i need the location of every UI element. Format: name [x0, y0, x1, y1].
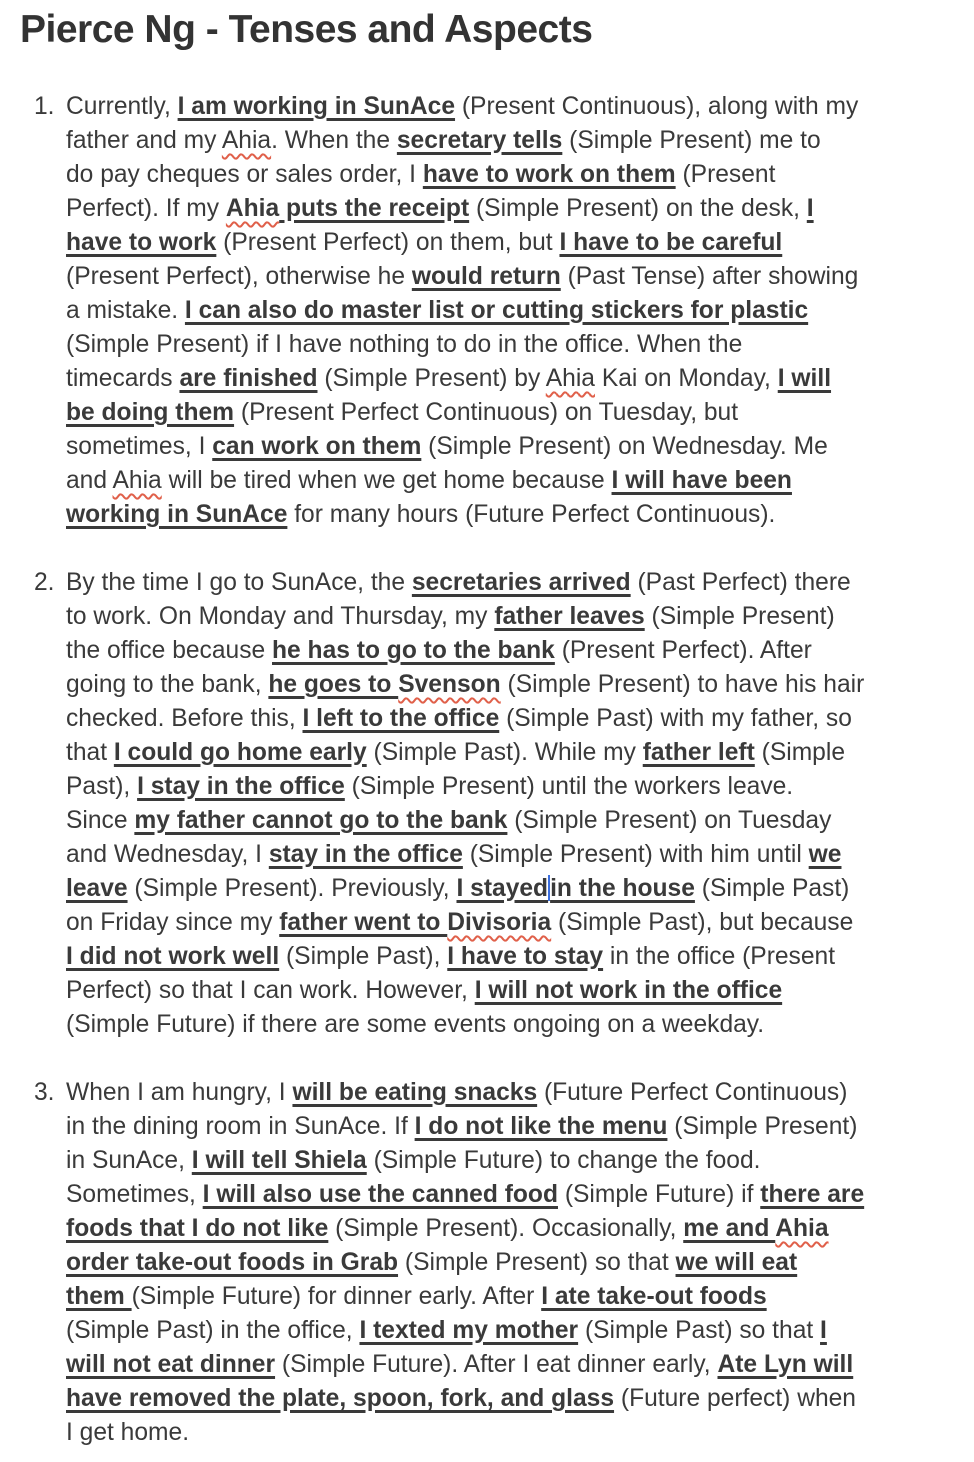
verb-phrase-highlight: are finished: [179, 365, 318, 392]
text-line[interactable]: [66, 1280, 767, 1314]
text-segment: (Simple Future) to change the food.: [366, 1147, 761, 1174]
text-segment: (Past Perfect) there: [630, 569, 851, 596]
text-line[interactable]: [66, 158, 775, 192]
verb-phrase-highlight: I texted my mother: [359, 1317, 579, 1344]
verb-phrase-highlight: there are: [760, 1181, 865, 1208]
verb-phrase-highlight: Svenson: [398, 671, 501, 698]
verb-phrase-highlight: Ate Lyn will: [717, 1351, 854, 1378]
text-segment: (Simple Present) on Tuesday: [507, 807, 832, 834]
text-segment: (Present Continuous), along with my: [455, 93, 859, 120]
verb-phrase-highlight: me and: [683, 1215, 776, 1242]
text-line[interactable]: [66, 770, 793, 804]
text-line[interactable]: [66, 362, 831, 396]
text-line[interactable]: [66, 1144, 760, 1178]
text-segment: (Simple Present) on the desk,: [469, 195, 807, 222]
misspelled-word: Ahia: [112, 467, 162, 494]
text-segment: that: [66, 739, 114, 766]
text-line[interactable]: [66, 226, 782, 260]
text-segment: Currently,: [66, 93, 178, 120]
text-segment: (Simple Present) me to: [562, 127, 821, 154]
text-segment: Perfect). If my: [66, 195, 226, 222]
verb-phrase-highlight: I have to be careful: [559, 229, 783, 256]
verb-phrase-highlight: I could go home early: [113, 739, 367, 766]
text-line[interactable]: [66, 396, 738, 430]
text-line[interactable]: [66, 294, 808, 328]
text-line[interactable]: [66, 940, 835, 974]
text-line[interactable]: [66, 872, 849, 906]
text-segment: timecards: [66, 365, 180, 392]
text-segment: . When the: [271, 127, 397, 154]
text-segment: (Simple Present): [644, 603, 835, 630]
text-segment: do pay cheques or sales order, I: [66, 161, 423, 188]
verb-phrase-highlight: I: [820, 1317, 827, 1344]
verb-phrase-highlight: he has to go to the bank: [272, 637, 555, 664]
text-segment: to work. On Monday and Thursday, my: [66, 603, 495, 630]
text-segment: (Simple Past) so that: [578, 1317, 821, 1344]
verb-phrase-highlight: I left to the office: [302, 705, 500, 732]
verb-phrase-highlight: I can also do master list or cutting stickers for plastic: [184, 297, 809, 324]
text-segment: will be tired when we get home because: [161, 467, 612, 494]
verb-phrase-highlight: Ahia: [225, 195, 280, 222]
verb-phrase-highlight: I have to stay: [447, 943, 604, 970]
text-segment: in SunAce,: [66, 1147, 192, 1174]
text-line[interactable]: [66, 600, 835, 634]
text-line[interactable]: [66, 1382, 856, 1416]
verb-phrase-highlight: I will tell Shiela: [191, 1147, 367, 1174]
text-segment: By the time I go to SunAce, the: [66, 569, 412, 596]
verb-phrase-highlight: will be eating snacks: [292, 1079, 538, 1106]
verb-phrase-highlight: I will have been: [611, 467, 792, 494]
text-segment: on Friday since my: [66, 909, 280, 936]
verb-phrase-highlight: I will also use the canned food: [202, 1181, 558, 1208]
text-line[interactable]: [66, 1348, 853, 1382]
text-segment: (Simple: [754, 739, 845, 766]
text-segment: for many hours (Future Perfect Continuous).: [287, 501, 776, 528]
text-line[interactable]: [66, 974, 782, 1008]
verb-phrase-highlight: secretary tells: [396, 127, 563, 154]
text-line[interactable]: [66, 90, 858, 124]
text-line[interactable]: [66, 804, 831, 838]
text-line[interactable]: [66, 430, 828, 464]
verb-phrase-highlight: my father cannot go to the bank: [134, 807, 508, 834]
text-segment: (Simple Present) by: [317, 365, 546, 392]
text-line[interactable]: [66, 1008, 764, 1042]
verb-phrase-highlight: have to work: [66, 229, 217, 256]
verb-phrase-highlight: we: [808, 841, 842, 868]
text-line[interactable]: [66, 192, 814, 226]
text-segment: (Simple Present). Occasionally,: [328, 1215, 684, 1242]
text-segment: (Simple Past) in the office,: [66, 1317, 360, 1344]
text-segment: and: [66, 467, 113, 494]
text-segment: (Simple Future) if: [557, 1181, 761, 1208]
text-line[interactable]: [66, 1246, 797, 1280]
text-segment: When I am hungry, I: [66, 1079, 293, 1106]
text-line[interactable]: [66, 328, 742, 362]
text-segment: (Simple Present) on Wednesday. Me: [421, 433, 828, 460]
list-number: 1.: [34, 93, 55, 120]
verb-phrase-highlight: I: [806, 195, 814, 222]
text-segment: Past),: [66, 773, 138, 800]
misspelled-word: Ahia: [221, 127, 272, 154]
verb-phrase-highlight: father went to: [279, 909, 448, 936]
verb-phrase-highlight: he goes to: [268, 671, 399, 698]
text-segment: checked. Before this,: [66, 705, 303, 732]
list-number: 3.: [34, 1079, 55, 1106]
text-segment: Since: [66, 807, 135, 834]
text-line[interactable]: [66, 736, 845, 770]
text-segment: Perfect) so that I can work. However,: [66, 977, 475, 1004]
text-segment: (Future Perfect Continuous): [537, 1079, 848, 1106]
verb-phrase-highlight: them: [66, 1283, 132, 1310]
text-segment: (Future perfect) when: [614, 1385, 856, 1412]
verb-phrase-highlight: I stayed: [456, 875, 549, 902]
verb-phrase-highlight: I am working in SunAce: [177, 93, 456, 120]
text-segment: Sometimes,: [66, 1181, 203, 1208]
verb-phrase-highlight: have removed the plate, spoon, fork, and glass: [66, 1385, 615, 1412]
verb-phrase-highlight: I will: [777, 365, 832, 392]
verb-phrase-highlight: father left: [642, 739, 755, 766]
text-segment: (Present: [675, 161, 776, 188]
verb-phrase-highlight: have to work on them: [422, 161, 676, 188]
text-segment: in the office (Present: [603, 943, 836, 970]
text-line[interactable]: [66, 1212, 829, 1246]
misspelled-word: Ahia: [545, 365, 595, 392]
text-segment: (Simple Past), but because: [551, 909, 854, 936]
text-segment: (Simple Present) if I have nothing to do in the office. When the: [66, 331, 743, 358]
text-segment: in the dining room in SunAce. If: [66, 1113, 415, 1140]
text-segment: (Simple Past) with my father, so: [499, 705, 852, 732]
verb-phrase-highlight: order take-out foods in Grab: [66, 1249, 399, 1276]
text-line[interactable]: [66, 634, 812, 668]
text-line[interactable]: [66, 498, 775, 532]
verb-phrase-highlight: working in SunAce: [66, 501, 288, 528]
text-segment: father and my: [66, 127, 222, 154]
text-segment: (Simple Present). Previously,: [127, 875, 457, 902]
verb-phrase-highlight: puts the receipt: [279, 195, 470, 222]
text-line[interactable]: [66, 668, 864, 702]
text-segment: (Simple Present): [667, 1113, 858, 1140]
text-line[interactable]: [66, 566, 851, 600]
text-line[interactable]: [66, 906, 853, 940]
text-line[interactable]: [66, 260, 858, 294]
text-line[interactable]: [66, 838, 841, 872]
verb-phrase-highlight: Divisoria: [447, 909, 552, 936]
verb-phrase-highlight: father leaves: [494, 603, 645, 630]
text-segment: (Present Perfect Continuous) on Tuesday, but: [234, 399, 739, 426]
text-segment: (Simple Future) for dinner early. After: [131, 1283, 542, 1310]
text-line[interactable]: [66, 464, 792, 498]
text-line[interactable]: [66, 1076, 847, 1110]
text-segment: (Simple Past),: [279, 943, 448, 970]
list-number: 2.: [34, 569, 55, 596]
document-title: Pierce Ng - Tenses and Aspects: [20, 8, 593, 51]
text-segment: (Simple Present) to have his hair: [500, 671, 865, 698]
verb-phrase-highlight: I did not work well: [66, 943, 280, 970]
verb-phrase-highlight: I stay in the office: [137, 773, 345, 800]
text-line[interactable]: [66, 1178, 864, 1212]
text-segment: (Present Perfect). After: [554, 637, 812, 664]
verb-phrase-highlight: I will not work in the office: [474, 977, 783, 1004]
text-segment: (Simple Present) with him until: [462, 841, 809, 868]
text-line[interactable]: [66, 1110, 857, 1144]
verb-phrase-highlight: I ate take-out foods: [541, 1283, 767, 1310]
text-segment: (Simple Present) until the workers leave.: [344, 773, 794, 800]
text-segment: (Simple Present) so that: [398, 1249, 676, 1276]
text-line[interactable]: [66, 1314, 827, 1348]
text-segment: (Present Perfect) on them, but: [216, 229, 560, 256]
text-segment: (Past Tense) after showing: [560, 263, 859, 290]
text-segment: Kai on Monday,: [594, 365, 778, 392]
text-segment: sometimes, I: [66, 433, 213, 460]
verb-phrase-highlight: can work on them: [212, 433, 422, 460]
text-segment: (Simple Future) if there are some events ongoing on a weekday.: [66, 1011, 765, 1038]
text-segment: (Simple Past). While my: [366, 739, 643, 766]
verb-phrase-highlight: foods that I do not like: [66, 1215, 329, 1242]
text-segment: a mistake.: [66, 297, 185, 324]
text-line[interactable]: [66, 124, 821, 158]
text-segment: (Simple Future). After I eat dinner early,: [275, 1351, 718, 1378]
verb-phrase-highlight: be doing them: [66, 399, 235, 426]
text-segment: going to the bank,: [66, 671, 269, 698]
verb-phrase-highlight: we will eat: [675, 1249, 798, 1276]
text-segment: the office because: [66, 637, 273, 664]
verb-phrase-highlight: I do not like the menu: [414, 1113, 668, 1140]
text-line[interactable]: [66, 1416, 189, 1450]
verb-phrase-highlight: Ahia: [775, 1215, 829, 1242]
verb-phrase-highlight: leave: [66, 875, 128, 902]
text-segment: (Simple Past): [694, 875, 850, 902]
verb-phrase-highlight: would return: [411, 263, 561, 290]
text-segment: and Wednesday, I: [66, 841, 269, 868]
verb-phrase-highlight: will not eat dinner: [66, 1351, 276, 1378]
verb-phrase-highlight: in the house: [550, 875, 695, 902]
text-segment: I get home.: [66, 1419, 190, 1446]
verb-phrase-highlight: stay in the office: [268, 841, 463, 868]
text-line[interactable]: [66, 702, 852, 736]
verb-phrase-highlight: secretaries arrived: [411, 569, 631, 596]
text-segment: (Present Perfect), otherwise he: [66, 263, 412, 290]
